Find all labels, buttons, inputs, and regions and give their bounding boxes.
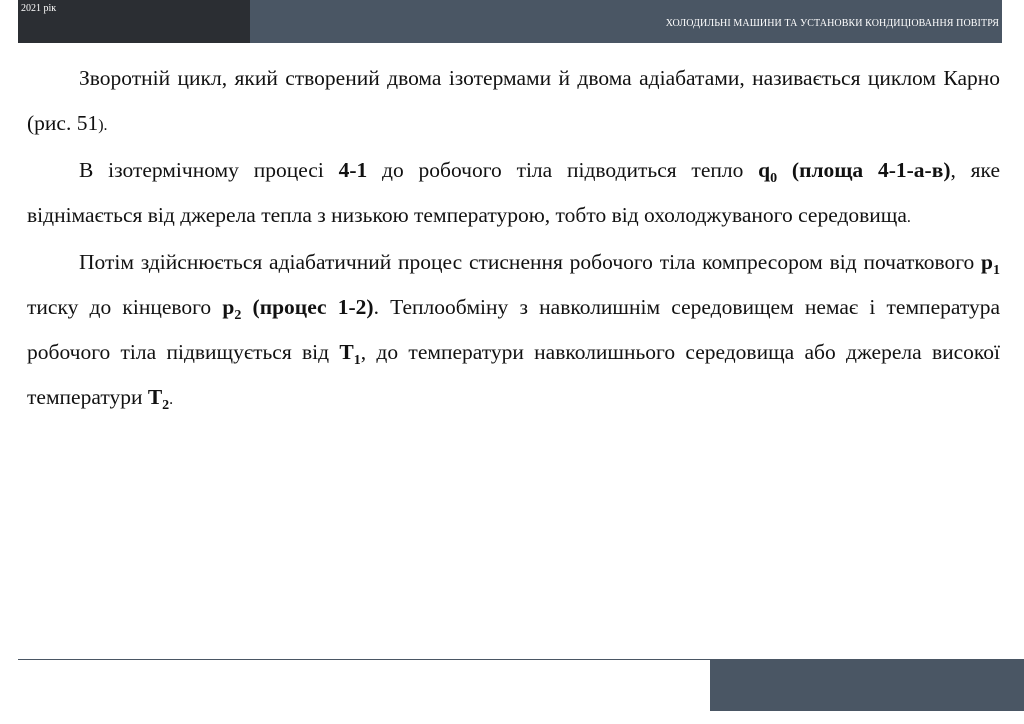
header-title: ХОЛОДИЛЬНІ МАШИНИ ТА УСТАНОВКИ КОНДИЦІОВАННЯ ПОВІТРЯ [665, 18, 999, 29]
p2-area-label: (площа 4-1-а-в) [777, 158, 951, 182]
header-year-block [18, 0, 250, 43]
p3-pressure-2-symbol: p [222, 295, 235, 319]
p3-temp-1-symbol: T [339, 340, 354, 364]
document-body [27, 56, 1000, 422]
p3-text-2: тиску до кінцевого [27, 295, 223, 319]
footer-divider [18, 659, 710, 660]
p3-temp-1-subscript: 1 [353, 353, 361, 368]
p3-temp-2-subscript: 2 [162, 398, 170, 413]
p1-tail: ). [98, 117, 108, 134]
p2-text-3: , яке віднімається від джерела тепла з низькою температурою, тобто від охолоджуваного середовища [27, 158, 1000, 227]
p2-text-1: В ізотермічному процесі [79, 158, 339, 182]
p3-pressure-1-subscript: 1 [993, 263, 1000, 278]
paragraph-1 [27, 56, 1000, 148]
p2-text-2: до робочого тіла підводиться тепло [367, 158, 759, 182]
paragraph-2 [27, 148, 1000, 240]
p3-process-label: (процес 1-2) [241, 295, 374, 319]
p3-pressure-1-symbol: p [981, 250, 993, 274]
p2-tail: . [906, 209, 911, 226]
p3-text-1: Потім здійснюється адіабатичний процес стиснення робочого тіла компресором від початкового [79, 250, 982, 274]
header-title-block [250, 0, 1002, 43]
p3-tail: . [169, 391, 174, 408]
p3-text-4: , до температури навколишнього середовища або джерела високої температури [27, 340, 1000, 409]
paragraph-3 [27, 240, 1000, 422]
p2-heat-symbol: q [758, 158, 771, 182]
p1-text: Зворотній цикл, який створений двома ізотермами й двома адіабатами, називається циклом Карно (рис. 51 [27, 66, 1000, 135]
p3-temp-2-symbol: T [147, 385, 163, 409]
p3-text-3: . Теплообміну з навколишнім середовищем немає і температура робочого тіла підвищується від [27, 295, 1000, 364]
p3-pressure-2-subscript: 2 [234, 308, 242, 323]
p2-process-label: 4-1 [338, 158, 368, 182]
header-year: 2021 рік [21, 3, 57, 14]
footer-block [710, 659, 1024, 711]
p2-heat-subscript: 0 [770, 171, 778, 186]
